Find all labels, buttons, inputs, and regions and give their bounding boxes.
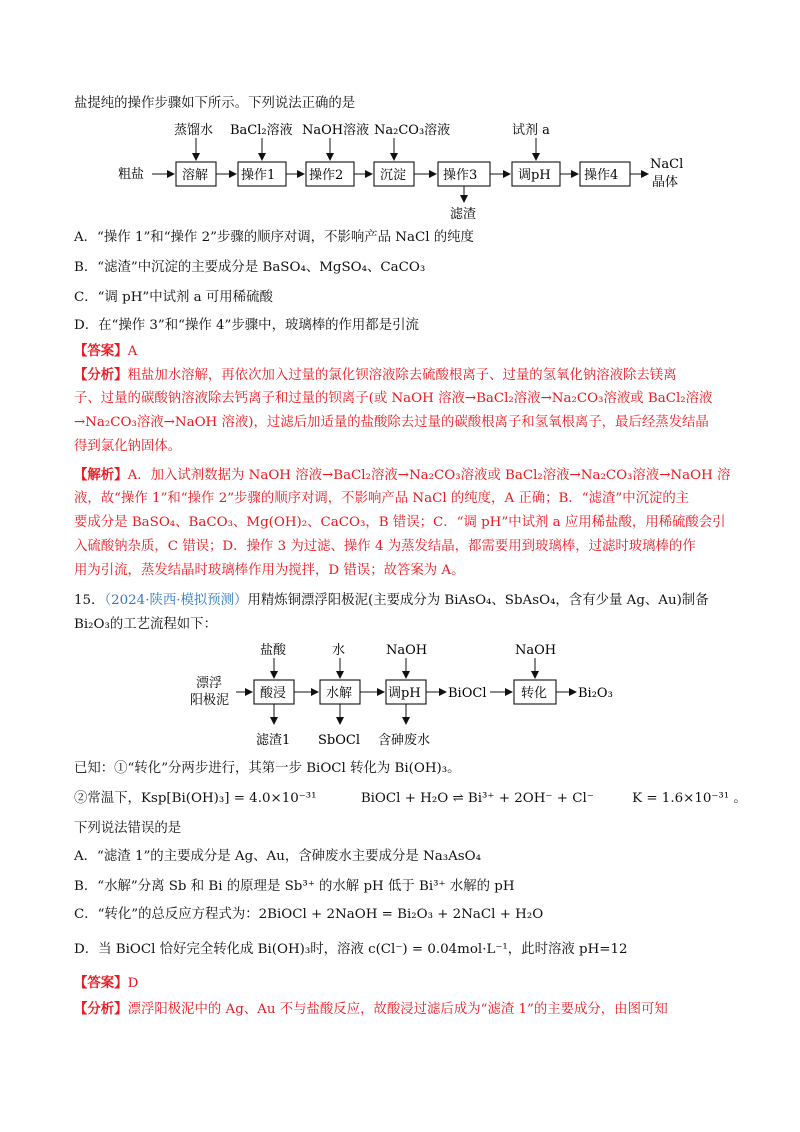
answer-value: D xyxy=(127,976,139,991)
flow2-intermediate: BiOCl xyxy=(448,686,487,701)
svg-text:操作3: 操作3 xyxy=(443,168,478,183)
flow2-reagent-naoh-1: NaOH xyxy=(386,643,428,658)
q15-known-1: 已知：①“转化”分两步进行，其第一步 BiOCl 转化为 Bi(OH)₃。 xyxy=(74,761,461,776)
q15-option-a: A．“滤渣 1”的主要成分是 Ag、Au，含砷废水主要成分是 Na₃AsO₄ xyxy=(74,849,481,864)
q14-explain-line-4: 入硫酸钠杂质，C 错误；D．操作 3 为过滤、操作 4 为蒸发结晶，都需要用到玻璃棒，过滤时玻璃棒的作 xyxy=(74,539,696,554)
svg-text:转化: 转化 xyxy=(521,686,548,701)
flow-product-line2: 晶体 xyxy=(652,175,679,190)
q15-stem-line-1: 15．（2024·陕西·模拟预测）用精炼铜漂浮阳极泥(主要成分为 BiAsO₄、SbAsO₄，含有少量 Ag、Au)制备 xyxy=(74,593,709,608)
q15-option-b: B．“水解”分离 Sb 和 Bi 的原理是 Sb³⁺ 的水解 pH 低于 Bi³⁺ 水解的 pH xyxy=(74,879,515,894)
answer-tag: 【答案】 xyxy=(74,343,128,359)
analysis-tag: 【分析】 xyxy=(74,367,128,383)
equilibrium-equation: BiOCl + H₂O ⇌ Bi³⁺ + 2OH⁻ + Cl⁻ xyxy=(360,791,594,806)
flow-box-op3 xyxy=(438,162,490,186)
svg-text:操作4: 操作4 xyxy=(584,168,619,183)
flow-box-dissolve xyxy=(176,162,216,186)
flow2-product: Bi₂O₃ xyxy=(578,686,613,701)
flow2-waste-sbocl: SbOCl xyxy=(318,733,360,748)
flow2-reagent-hcl: 盐酸 xyxy=(260,643,287,658)
svg-text:操作2: 操作2 xyxy=(309,168,344,183)
flow-box-precip xyxy=(374,162,414,186)
flow2-box-convert xyxy=(514,680,556,704)
flow2-waste-arsenic: 含砷废水 xyxy=(378,733,431,748)
flow-waste: 滤渣 xyxy=(450,207,477,222)
q14-answer xyxy=(74,342,137,361)
q14-explain-line-1: 【解析】A．加入试剂数据为 NaOH 溶液→BaCl₂溶液→Na₂CO₃溶液或 BaCl₂溶液→Na₂CO₃溶液→NaOH 溶 xyxy=(74,467,731,483)
svg-text:溶解: 溶解 xyxy=(182,168,209,183)
q14-option-b: B．“滤渣”中沉淀的主要成分是 BaSO₄、MgSO₄、CaCO₃ xyxy=(74,260,426,275)
q14-analysis-line-3: →Na₂CO₃溶液→NaOH 溶液)，过滤后加适量的盐酸除去过量的碳酸根离子和氢氧根离子，最后经蒸发结晶 xyxy=(74,415,709,430)
reagent-na2co3: Na₂CO₃溶液 xyxy=(374,123,451,138)
q15-flow-diagram xyxy=(180,640,640,755)
q15-answer xyxy=(74,974,138,993)
svg-text:调pH: 调pH xyxy=(518,168,551,183)
q14-analysis-line-4: 得到氯化钠固体。 xyxy=(74,439,182,454)
flow-start-label: 粗盐 xyxy=(118,167,145,182)
flow2-reagent-naoh-2: NaOH xyxy=(515,643,557,658)
answer-tag: 【答案】 xyxy=(74,975,128,991)
q14-explain-line-2: 液，故“操作 1”和“操作 2”步骤的顺序对调，不影响产品 NaCl 的纯度，A 正确；B．“滤渣”中沉淀的主 xyxy=(74,491,690,506)
flow2-start-line2: 阳极泥 xyxy=(190,693,230,708)
q15-analysis-line-1: 【分析】漂浮阳极泥中的 Ag、Au 不与盐酸反应，故酸浸过滤后成为“滤渣 1”的主要成分，由图可知 xyxy=(74,1001,668,1017)
flow-box-ph xyxy=(512,162,560,186)
flow2-start-line1: 漂浮 xyxy=(196,676,223,691)
reagent-water: 蒸馏水 xyxy=(174,123,214,138)
flow-box-op2 xyxy=(306,162,354,186)
q15-stem-line-2: Bi₂O₃的工艺流程如下： xyxy=(74,617,217,632)
flow2-box-acid-leach xyxy=(254,680,294,704)
flow-product-line1: NaCl xyxy=(650,157,684,172)
q15-number: 15． xyxy=(74,593,105,608)
q15-option-d: D．当 BiOCl 恰好完全转化成 Bi(OH)₃时，溶液 c(Cl⁻) = 0.04mol·L⁻¹，此时溶液 pH=12 xyxy=(74,942,628,957)
svg-text:水解: 水解 xyxy=(326,686,353,701)
flow2-waste-1: 滤渣1 xyxy=(256,733,291,748)
q14-option-a: A．“操作 1”和“操作 2”步骤的顺序对调，不影响产品 NaCl 的纯度 xyxy=(74,230,474,245)
flow-box-op4 xyxy=(580,162,630,186)
q14-explain-line-3: 要成分是 BaSO₄、BaCO₃、Mg(OH)₂、CaCO₃，B 错误；C．“调 pH”中试剂 a 应用稀盐酸，用稀硫酸会引 xyxy=(74,515,726,530)
reagent-bacl2: BaCl₂溶液 xyxy=(230,123,293,138)
svg-text:沉淀: 沉淀 xyxy=(380,168,407,183)
flow-box-op1 xyxy=(238,162,286,186)
q14-analysis-line-2: 子、过量的碳酸钠溶液除去钙离子和过量的钡离子(或 NaOH 溶液→BaCl₂溶液→Na₂CO₃溶液或 BaCl₂溶液 xyxy=(74,391,713,406)
q14-analysis-line-1: 【分析】粗盐加水溶解，再依次加入过量的氯化钡溶液除去硫酸根离子、过量的氢氧化钠溶液除去镁离 xyxy=(74,367,677,383)
q14-explain-line-5: 用为引流，蒸发结晶时玻璃棒作用为搅拌，D 错误；故答案为 A。 xyxy=(74,563,465,578)
svg-text:操作1: 操作1 xyxy=(241,168,276,183)
explain-tag: 【解析】 xyxy=(74,467,128,483)
q15-ask: 下列说法错误的是 xyxy=(74,821,182,836)
flow2-box-hydrolysis xyxy=(320,680,360,704)
q14-option-d: D．在“操作 3”和“操作 4”步骤中，玻璃棒的作用都是引流 xyxy=(74,318,419,333)
q14-intro: 盐提纯的操作步骤如下所示。下列说法正确的是 xyxy=(74,96,356,111)
ksp-expression: Ksp[Bi(OH)₃] = 4.0×10⁻³¹ xyxy=(140,791,317,806)
svg-text:酸浸: 酸浸 xyxy=(260,686,287,701)
analysis-tag: 【分析】 xyxy=(74,1001,128,1017)
flow2-reagent-water: 水 xyxy=(332,643,346,658)
answer-value: A xyxy=(127,344,138,359)
q15-known-2: ②常温下，Ksp[Bi(OH)₃] = 4.0×10⁻³¹ BiOCl + H₂O ⇌ Bi³⁺ + 2OH⁻ + Cl⁻ K = 1.6×10⁻³¹ 。 xyxy=(74,791,747,806)
q14-option-c: C．“调 pH”中试剂 a 可用稀硫酸 xyxy=(74,290,273,305)
k-value: K = 1.6×10⁻³¹ 。 xyxy=(632,791,747,806)
reagent-a: 试剂 a xyxy=(512,123,550,138)
q14-flow-diagram xyxy=(110,120,710,224)
reagent-naoh: NaOH溶液 xyxy=(302,123,370,138)
q15-option-c: C．“转化”的总反应方程式为：2BiOCl + 2NaOH = Bi₂O₃ + 2NaCl + H₂O xyxy=(74,907,544,922)
svg-text:调pH: 调pH xyxy=(388,686,421,701)
q15-source: （2024·陕西·模拟预测） xyxy=(104,593,248,608)
flow2-box-ph xyxy=(386,680,426,704)
